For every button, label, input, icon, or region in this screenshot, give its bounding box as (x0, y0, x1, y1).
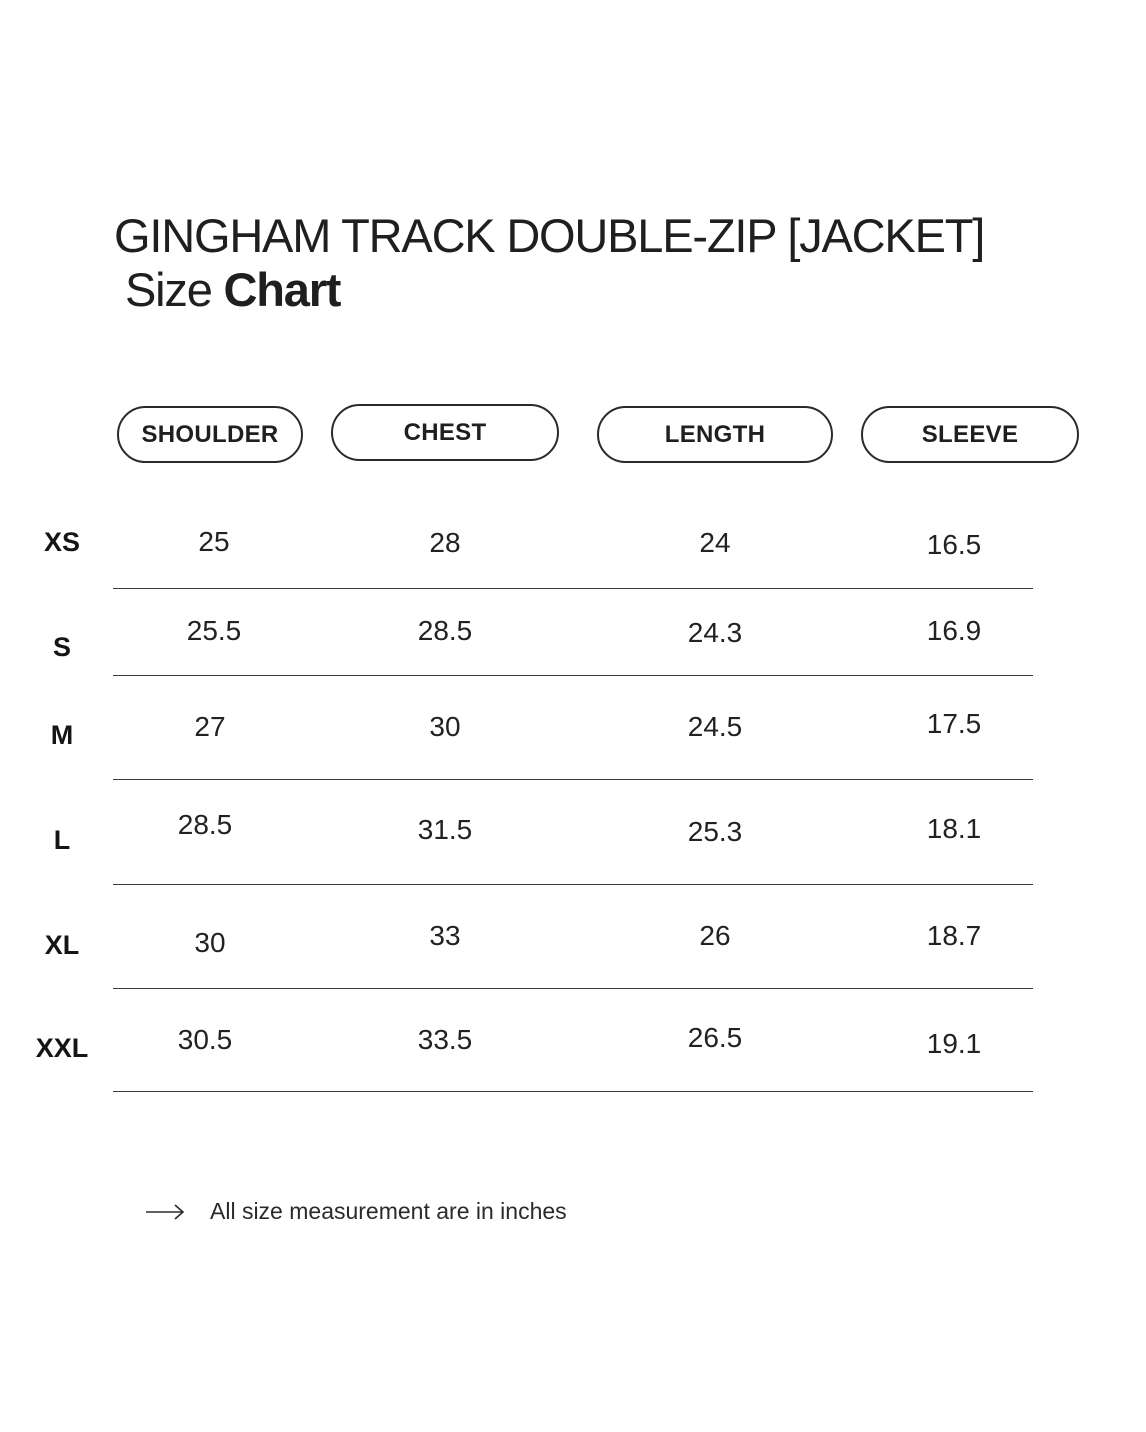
cell-xl-shoulder: 30 (194, 927, 226, 958)
cell-s-sleeve: 16.9 (926, 615, 982, 646)
cell-l-shoulder: 28.5 (177, 809, 233, 840)
cell-m-chest: 30 (429, 711, 461, 742)
row-divider (113, 988, 1033, 989)
footnote-text: All size measurement are in inches (210, 1198, 567, 1224)
size-label-m: M (50, 720, 74, 750)
column-header-sleeve: SLEEVE (861, 406, 1079, 463)
cell-xxl-sleeve: 19.1 (926, 1028, 982, 1059)
cell-s-chest: 28.5 (417, 615, 473, 646)
size-label-xs: XS (43, 527, 81, 557)
cell-s-length: 24.3 (687, 617, 743, 648)
cell-xs-length: 24 (699, 527, 731, 558)
cell-xxl-shoulder: 30.5 (177, 1024, 233, 1055)
cell-l-length: 25.3 (687, 816, 743, 847)
cell-m-shoulder: 27 (194, 711, 226, 742)
row-divider (113, 588, 1033, 589)
size-label-xxl: XXL (35, 1033, 89, 1063)
cell-xl-sleeve: 18.7 (926, 920, 982, 951)
cell-xl-length: 26 (699, 920, 731, 951)
row-divider (113, 1091, 1033, 1092)
column-header-chest: CHEST (331, 404, 559, 461)
subtitle-plain: Size (125, 263, 224, 316)
size-label-xl: XL (44, 930, 80, 960)
footnote (145, 1198, 567, 1225)
arrow-right-icon (145, 1202, 185, 1222)
size-label-s: S (52, 632, 71, 662)
cell-s-shoulder: 25.5 (186, 615, 242, 646)
row-divider (113, 884, 1033, 885)
page-subtitle (125, 262, 340, 318)
column-header-length: LENGTH (597, 406, 833, 463)
row-divider (113, 779, 1033, 780)
size-label-l: L (53, 825, 71, 855)
cell-xs-shoulder: 25 (198, 526, 230, 557)
cell-m-sleeve: 17.5 (926, 708, 982, 739)
subtitle-bold: Chart (223, 263, 341, 316)
cell-xs-chest: 28 (429, 527, 461, 558)
row-divider (113, 675, 1033, 676)
cell-xl-chest: 33 (429, 920, 461, 951)
page-title: GINGHAM TRACK DOUBLE-ZIP [JACKET] (114, 209, 985, 262)
cell-l-sleeve: 18.1 (926, 813, 982, 844)
cell-l-chest: 31.5 (417, 814, 473, 845)
cell-m-length: 24.5 (687, 711, 743, 742)
cell-xxl-chest: 33.5 (417, 1024, 473, 1055)
column-header-shoulder: SHOULDER (117, 406, 303, 463)
cell-xxl-length: 26.5 (687, 1022, 743, 1053)
cell-xs-sleeve: 16.5 (926, 529, 982, 560)
